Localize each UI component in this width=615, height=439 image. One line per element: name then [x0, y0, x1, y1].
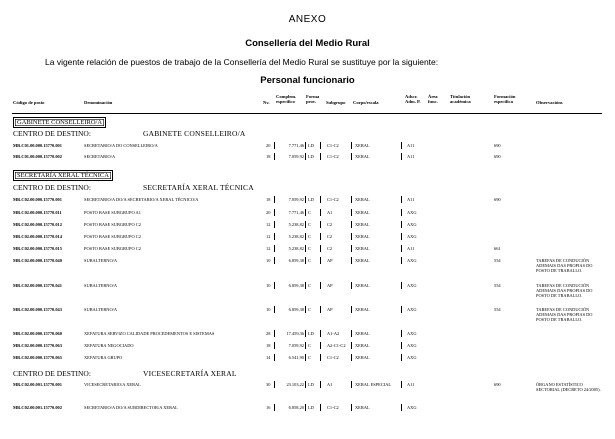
- cell-codigo: MR.C01.00.000.15770.002: [13, 154, 62, 159]
- cell-sub: C1-C2: [327, 405, 339, 410]
- cell-corpo: XERAL: [355, 222, 370, 227]
- column-divider: [274, 381, 275, 388]
- column-divider: [320, 142, 321, 149]
- cell-form: 554: [494, 307, 501, 312]
- cell-obs: TAREFAS DE CONDUCIÓN ADEMAIS DAS PROPIAS DO POSTO DE TRABALLO.: [536, 283, 593, 298]
- cell-form: 690: [494, 154, 501, 159]
- column-divider: [401, 233, 402, 240]
- section-title: Personal funcionario: [260, 75, 355, 86]
- cell-ads: AXG: [407, 343, 417, 348]
- cell-sub: A1: [327, 210, 333, 215]
- column-divider: [401, 381, 402, 388]
- column-divider: [274, 153, 275, 160]
- header-subgrupo: Subgrupo: [326, 100, 346, 105]
- column-divider: [401, 221, 402, 228]
- column-divider: [320, 221, 321, 228]
- column-divider: [401, 153, 402, 160]
- cell-corpo: XERAL: [355, 154, 370, 159]
- cell-ads: AXG: [407, 222, 417, 227]
- column-divider: [351, 282, 352, 289]
- cell-codigo: MR.C02.00.000.15770.063: [13, 343, 62, 348]
- column-divider: [351, 257, 352, 264]
- cell-sub: A1: [327, 382, 333, 387]
- group-box: [13, 117, 106, 128]
- column-divider: [401, 196, 402, 203]
- cell-corpo: XERAL: [355, 143, 370, 148]
- header-rule: [12, 113, 602, 114]
- column-divider: [401, 306, 402, 313]
- cell-niv: 12: [266, 246, 271, 251]
- cell-forma: C: [308, 210, 311, 215]
- cell-ads: AXG: [407, 355, 417, 360]
- cell-den: POSTO BASE SUBGRUPO A1: [84, 210, 141, 215]
- cell-den: SECRETARIO/A DO CONSELLEIRO/A: [84, 143, 158, 148]
- cell-forma: LD: [308, 154, 314, 159]
- column-divider: [305, 142, 306, 149]
- cell-sub: AP: [327, 258, 333, 263]
- cell-sub: C2: [327, 234, 333, 239]
- cell-sub: AP: [327, 283, 333, 288]
- column-divider: [305, 306, 306, 313]
- cell-niv: 18: [266, 343, 271, 348]
- cell-form: 690: [494, 382, 501, 387]
- cell-niv: 10: [266, 258, 271, 263]
- header-codigo: Código de posto: [13, 100, 45, 105]
- column-divider: [351, 209, 352, 216]
- cell-comp: 7.059,92: [288, 343, 304, 348]
- column-divider: [351, 354, 352, 361]
- column-divider: [305, 233, 306, 240]
- cell-ads: A11: [407, 246, 415, 251]
- cell-codigo: MR.C02.00.001.15770.002: [13, 405, 62, 410]
- cell-den: VICESECRETARIO/A XERAL: [84, 382, 141, 387]
- cell-corpo: XERAL ESPECIAL: [355, 382, 392, 387]
- header-area: Área func.: [428, 94, 438, 104]
- column-divider: [401, 209, 402, 216]
- column-divider: [274, 245, 275, 252]
- cell-ads: A11: [407, 143, 415, 148]
- annex-title: ANEXO: [288, 14, 327, 25]
- column-divider: [351, 153, 352, 160]
- column-divider: [274, 404, 275, 411]
- cell-corpo: XERAL: [355, 234, 370, 239]
- cell-corpo: XERAL: [355, 258, 370, 263]
- column-divider: [305, 196, 306, 203]
- cell-den: POSTO BASE SUBGRUPO C2: [84, 222, 141, 227]
- cell-codigo: MR.C02.00.000.15770.043: [13, 307, 62, 312]
- column-divider: [401, 282, 402, 289]
- cell-codigo: MR.C02.00.000.15770.065: [13, 355, 62, 360]
- column-divider: [274, 330, 275, 337]
- cell-comp: 23.103,22: [286, 382, 304, 387]
- cell-den: SECRETARIO/A DO/A SECRETARIO/A XERAL TÉCNICO/A: [84, 197, 199, 202]
- cell-forma: C: [308, 283, 311, 288]
- cell-codigo: MR.C02.00.000.15770.041: [13, 283, 62, 288]
- cell-den: SUBALTERNO/A: [84, 258, 118, 263]
- cell-ads: A11: [407, 154, 415, 159]
- header-niv: Nv.: [263, 100, 270, 105]
- cell-corpo: XERAL: [355, 355, 370, 360]
- column-divider: [305, 209, 306, 216]
- cell-corpo: XERAL: [355, 283, 370, 288]
- cell-obs: ÓRGANO ESTATÍSTICO SECTORIAL (DECRETO 24/2005).: [536, 382, 601, 392]
- column-divider: [351, 142, 352, 149]
- cell-forma: LD: [308, 143, 314, 148]
- cell-ads: AXG: [407, 258, 417, 263]
- cell-sub: C1-C2: [327, 143, 339, 148]
- group-box-label: GABINETE CONSELLEIRO/A: [17, 119, 103, 126]
- group-box: [13, 170, 113, 181]
- cell-forma: C: [308, 234, 311, 239]
- column-divider: [274, 342, 275, 349]
- cell-forma: C: [308, 343, 311, 348]
- header-corpo: Corpo/escala: [353, 100, 379, 105]
- cell-ads: A11: [407, 382, 415, 387]
- cell-codigo: MR.C02.00.000.15770.060: [13, 331, 62, 336]
- column-divider: [274, 354, 275, 361]
- cell-den: XEFATURA SERVIZO CALIDADE PROCEDEMENTOS E SISTEMAS: [84, 331, 215, 336]
- cell-niv: 12: [266, 222, 271, 227]
- column-divider: [320, 404, 321, 411]
- column-divider: [351, 196, 352, 203]
- group-box-label: SECRETARÍA XERAL TÉCNICA: [17, 172, 109, 179]
- cell-den: XEFATURA GRUPO: [84, 355, 123, 360]
- column-divider: [401, 245, 402, 252]
- cell-niv: 18: [266, 197, 271, 202]
- cell-comp: 6.859,38: [288, 307, 304, 312]
- cell-forma: C: [308, 355, 311, 360]
- cell-codigo: MR.C02.00.001.15770.001: [13, 382, 62, 387]
- cell-codigo: MR.C02.00.000.15770.014: [13, 234, 62, 239]
- column-divider: [320, 209, 321, 216]
- column-divider: [274, 257, 275, 264]
- cell-comp: 5.238,82: [288, 234, 304, 239]
- cell-den: SECRETARIO/A DO/A SUBDIRECTOR/A XERAL: [84, 405, 178, 410]
- cell-forma: LD: [308, 197, 314, 202]
- cell-forma: C: [308, 222, 311, 227]
- column-divider: [274, 209, 275, 216]
- intro-text: La vigente relación de puestos de trabajo de la Consellería del Medio Rural se sustituye por la siguiente:: [45, 57, 439, 67]
- cell-comp: 17.459,36: [286, 331, 304, 336]
- column-divider: [305, 221, 306, 228]
- column-divider: [305, 381, 306, 388]
- column-divider: [351, 404, 352, 411]
- column-divider: [351, 381, 352, 388]
- cell-forma: C: [308, 246, 311, 251]
- column-divider: [351, 221, 352, 228]
- column-divider: [305, 354, 306, 361]
- cell-niv: 20: [266, 210, 271, 215]
- cell-comp: 5.238,82: [288, 246, 304, 251]
- cell-corpo: XERAL: [355, 343, 370, 348]
- header-denominacion: Denominación: [84, 100, 113, 105]
- column-divider: [320, 257, 321, 264]
- cell-obs: TAREFAS DE CONDUCIÓN ADEMAIS DAS PROPIAS DO POSTO DE TRABALLO.: [536, 258, 593, 273]
- cell-sub: C1-C2: [327, 154, 339, 159]
- cell-den: SUBALTERNO/A: [84, 283, 118, 288]
- cell-codigo: MR.C02.00.000.15770.011: [13, 210, 62, 215]
- column-divider: [401, 142, 402, 149]
- header-titulacion: Titulación académica: [450, 94, 471, 104]
- cell-comp: 7.771,46: [288, 210, 304, 215]
- header-observacions: Observacións: [536, 100, 563, 105]
- cell-comp: 6.859,38: [288, 283, 304, 288]
- column-divider: [320, 153, 321, 160]
- column-divider: [305, 342, 306, 349]
- cell-forma: LD: [308, 405, 314, 410]
- header-formacion: Formación específica: [494, 94, 516, 104]
- cell-forma: LD: [308, 382, 314, 387]
- cell-codigo: MR.C01.00.000.15770.001: [13, 143, 62, 148]
- column-divider: [320, 381, 321, 388]
- cell-form: 690: [494, 143, 501, 148]
- cell-sub: A2-C1-C2: [327, 343, 346, 348]
- cell-sub: C2: [327, 222, 333, 227]
- cell-sub: C2: [327, 246, 333, 251]
- column-divider: [274, 233, 275, 240]
- centro-name: SECRETARÍA XERAL TÉCNICA: [143, 183, 254, 192]
- column-divider: [351, 233, 352, 240]
- department-title: Consellería del Medio Rural: [245, 38, 370, 49]
- cell-ads: A11: [407, 197, 415, 202]
- column-divider: [320, 330, 321, 337]
- cell-comp: 6.858,20: [288, 405, 304, 410]
- cell-niv: 30: [266, 382, 271, 387]
- column-divider: [320, 354, 321, 361]
- column-divider: [305, 282, 306, 289]
- cell-den: POSTO BASE SUBGRUPO C2: [84, 234, 141, 239]
- column-divider: [351, 342, 352, 349]
- cell-den: XEFATURA NEGOCIADO: [84, 343, 134, 348]
- cell-niv: 12: [266, 234, 271, 239]
- cell-sub: C1-C2: [327, 197, 339, 202]
- cell-comp: 6.541,90: [288, 355, 304, 360]
- cell-forma: C: [308, 258, 311, 263]
- column-divider: [320, 245, 321, 252]
- cell-niv: 16: [266, 405, 271, 410]
- cell-niv: 18: [266, 154, 271, 159]
- cell-corpo: XERAL: [355, 246, 370, 251]
- centro-label: CENTRO DE DESTINO:: [13, 129, 91, 138]
- cell-codigo: MR.C02.00.000.15770.001: [13, 197, 62, 202]
- cell-codigo: MR.C02.00.000.15770.015: [13, 246, 62, 251]
- column-divider: [305, 404, 306, 411]
- column-divider: [320, 282, 321, 289]
- column-divider: [320, 342, 321, 349]
- cell-comp: 7.059,92: [288, 154, 304, 159]
- column-divider: [401, 354, 402, 361]
- cell-sub: C1-C2: [327, 355, 339, 360]
- cell-form: 554: [494, 258, 501, 263]
- cell-forma: C: [308, 307, 311, 312]
- column-divider: [320, 306, 321, 313]
- column-divider: [274, 306, 275, 313]
- column-divider: [305, 245, 306, 252]
- cell-niv: 14: [266, 355, 271, 360]
- column-divider: [401, 342, 402, 349]
- column-divider: [274, 196, 275, 203]
- cell-niv: 20: [266, 143, 271, 148]
- column-divider: [351, 330, 352, 337]
- column-divider: [401, 404, 402, 411]
- cell-niv: 10: [266, 283, 271, 288]
- header-adscr: Adscr. Adm. P.: [405, 94, 421, 104]
- cell-corpo: XERAL: [355, 197, 370, 202]
- cell-comp: 7.059,92: [288, 197, 304, 202]
- column-divider: [401, 257, 402, 264]
- cell-form: 690: [494, 197, 501, 202]
- centro-name: GABINETE CONSELLEIRO/A: [143, 129, 246, 138]
- cell-niv: 28: [266, 331, 271, 336]
- cell-forma: LD: [308, 331, 314, 336]
- centro-label: CENTRO DE DESTINO:: [13, 369, 91, 378]
- cell-ads: AXG: [407, 307, 417, 312]
- column-divider: [274, 142, 275, 149]
- cell-ads: AXG: [407, 405, 417, 410]
- cell-comp: 5.238,82: [288, 222, 304, 227]
- cell-corpo: XERAL: [355, 307, 370, 312]
- column-divider: [305, 330, 306, 337]
- column-divider: [351, 245, 352, 252]
- cell-corpo: XERAL: [355, 331, 370, 336]
- cell-codigo: MR.C02.00.000.15770.040: [13, 258, 62, 263]
- column-divider: [274, 282, 275, 289]
- cell-obs: TAREFAS DE CONDUCIÓN ADEMAIS DAS PROPIAS DO POSTO DE TRABALLO.: [536, 307, 593, 322]
- column-divider: [274, 221, 275, 228]
- cell-form: 661: [494, 246, 501, 251]
- cell-corpo: XERAL: [355, 210, 370, 215]
- column-divider: [401, 330, 402, 337]
- header-forma: Forma prov.: [306, 94, 320, 104]
- cell-comp: 7.771,46: [288, 143, 304, 148]
- column-divider: [320, 233, 321, 240]
- column-divider: [320, 196, 321, 203]
- cell-codigo: MR.C02.00.000.15770.012: [13, 222, 62, 227]
- column-divider: [351, 306, 352, 313]
- cell-ads: AXG: [407, 234, 417, 239]
- column-divider: [305, 257, 306, 264]
- cell-comp: 6.859,38: [288, 258, 304, 263]
- cell-form: 554: [494, 283, 501, 288]
- cell-den: POSTO BASE SUBGRUPO C2: [84, 246, 141, 251]
- cell-niv: 10: [266, 307, 271, 312]
- cell-den: SECRETARIO/A: [84, 154, 116, 159]
- cell-ads: AXG: [407, 210, 417, 215]
- cell-sub: AP: [327, 307, 333, 312]
- cell-corpo: XERAL: [355, 405, 370, 410]
- column-divider: [305, 153, 306, 160]
- header-complemento: Complem. específico: [276, 94, 297, 104]
- cell-den: SUBALTERNO/A: [84, 307, 118, 312]
- centro-name: VICESECRETARÍA XERAL: [143, 369, 237, 378]
- cell-ads: AXG: [407, 283, 417, 288]
- cell-ads: AXG: [407, 331, 417, 336]
- cell-sub: A1-A2: [327, 331, 340, 336]
- centro-label: CENTRO DE DESTINO:: [13, 183, 91, 192]
